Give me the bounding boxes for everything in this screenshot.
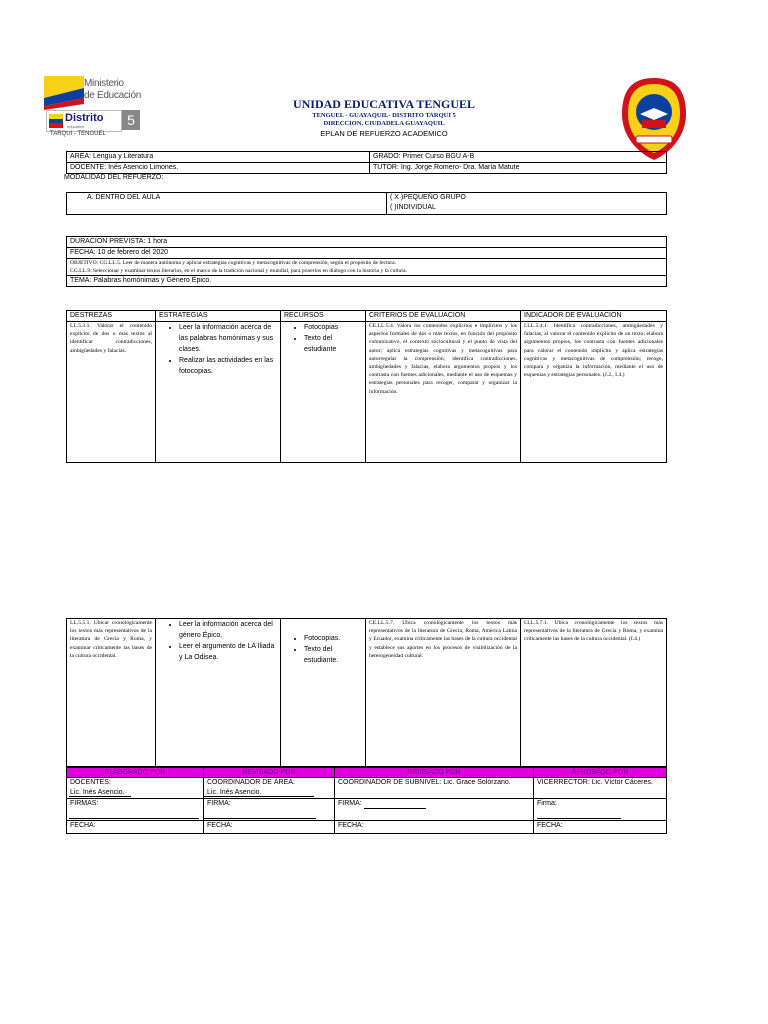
recursos-cell: [281, 619, 366, 767]
firma-label: Firma:: [537, 800, 557, 807]
header-line3: DIRECCION. CIUDADELA GUAYAQUIL: [323, 120, 445, 127]
recurso-item: • Fotocopias.: [304, 633, 362, 644]
distrito-logo: [46, 110, 146, 138]
signature-line: [364, 801, 426, 809]
fecha-cell: [335, 821, 534, 834]
aula-right: [387, 193, 667, 215]
signatures-table: [66, 767, 667, 834]
aula-table: [66, 192, 667, 215]
estrategia-item: • Leer el argumento de LA Iliada y La Odisea.: [179, 641, 277, 663]
firma-cell: [534, 799, 667, 821]
firma-label: FIRMA:: [207, 800, 231, 807]
firma-area-underline: [204, 818, 316, 819]
school-shield-icon: [618, 74, 690, 162]
role-label: COORDINADOR DE SUBNIVEL: Lic. Grace Solórzano.: [338, 779, 511, 786]
header-line2: TENGUEL - GUAYAQUIL- DISTRITO TARQUI 5: [312, 112, 456, 119]
destreza-cell: [67, 322, 156, 463]
firma-cell: [335, 799, 534, 821]
objetivo-text: OBJETIVO: CG.LL.5. Leer de manera autónoma y aplicar estrategias cognitivas y metacognitivas de comprensión, según el propósito de lectura.: [70, 260, 397, 266]
distrito-number: 5: [122, 110, 140, 130]
estrategia-item: • Leer la información acerca del género Épico.: [179, 619, 277, 641]
fecha-cell: [204, 821, 335, 834]
signature-line: [537, 811, 621, 819]
header-indicador: INDICADOR DE EVALUACIÓN: [521, 311, 667, 322]
criterio-text: CE.LL.5.4. Valora los contenidos explícitos e implícitos y los aspectos formales de dos o más textos, en función del propósito comunicativo, el contexto sociocultural y el punto de vista del autor; aplica estrategias cognitivas y metacognitivas para autorregular la comprensión, identifica contradicciones, ambigüedades y falacias, elabora argumentos propios y los contrasta con fuentes adicionales, mediante el uso de esquemas y estrategias personales para recoger, comparar y organizar la información.: [369, 323, 517, 395]
coordinador-subnivel-cell: [335, 778, 534, 799]
revisado-header-2: REVISADO POR: [335, 768, 534, 778]
distrito-label: Distrito: [65, 112, 104, 124]
fecha-label: FECHA:: [207, 822, 233, 829]
estrategia-item: • Realizar las actividades en las fotocopias.: [179, 355, 277, 377]
estrategias-cell: [156, 619, 281, 767]
firmas-underline: [69, 818, 199, 819]
duracion-cell: DURACION PREVISTA: 1 hora: [67, 237, 667, 248]
cg9-text: CG.LL.9. Seleccionar y examinar textos literarios, en el marco de la tradición nacional y mundial, para ponerlos en diálogo con la historia y la cultura.: [70, 268, 408, 275]
tutor-cell: TUTOR: Ing. Jorge Romero- Dra. María Matute: [370, 163, 667, 174]
recursos-cell: [281, 322, 366, 463]
recurso-item: • Texto del estudiante.: [304, 644, 362, 666]
indicador-text: I.LL.5.4.1. Identifica contradicciones, ambigüedades y falacias, al valorar el contenido explícito de un texto; elabora argumentos propios, los contrasta con fuentes adicionales para valorar el contenido implícito y aplica estrategias cognitivas y metacognitivas de comprensión; recoge, compara y organiza la información, mediante el uso de esquemas y estrategias personales. (J.2., I.4.): [524, 323, 663, 379]
info-table: [66, 151, 667, 174]
plan-title: EPLAN DE REFUERZO ACADEMICO: [320, 129, 448, 138]
role-name: Lic. Inés Asencio.: [70, 789, 125, 796]
pequeno-grupo: ( X )PEQUEÑO GRUPO: [390, 194, 466, 201]
distrito-sub: educativo: [67, 124, 85, 129]
role-name: Lic. Inés Asencio.: [207, 789, 262, 796]
estrategias-cell: [156, 322, 281, 463]
role-label: COORDINADOR DE ÁREA:: [207, 779, 295, 786]
grado-cell: GRADO: Primer Curso BGU A-B: [370, 152, 667, 163]
ministry-line2: de Educación: [84, 90, 142, 101]
destreza-cell: [67, 619, 156, 767]
area-underline: [204, 796, 314, 797]
tema-cell: TEMA: Palabras homónimas y Género Épico.: [67, 276, 667, 287]
fecha-label: FECHA:: [537, 822, 563, 829]
modalidad-label: MODALIDAD DEL REFUERZO:: [64, 174, 164, 181]
fecha-cell: FECHA: 10 de febrero del 2020: [67, 248, 667, 259]
role-label: VICERRECTOR: Lic. Víctor Cáceres.: [537, 779, 653, 786]
details-table: [66, 236, 667, 287]
criterio-cell: [366, 322, 521, 463]
distrito-footer: TARQUI - TENGUEL: [50, 131, 106, 137]
fecha-cell: [67, 821, 204, 834]
fecha-label: FECHA:: [70, 822, 96, 829]
vicerrector-cell: [534, 778, 667, 799]
school-title: UNIDAD EDUCATIVA TENGUEL: [292, 97, 476, 111]
individual: ( )INDIVIDUAL: [390, 204, 436, 211]
elaborado-header: ELABORADO POR: [67, 768, 204, 778]
criterio-cell: [366, 619, 521, 767]
ministry-line1: Ministerio: [84, 78, 124, 89]
objetivo-cell: [67, 259, 667, 276]
firma-label: FIRMAS:: [70, 800, 99, 807]
recurso-item: • Texto del estudiante: [304, 333, 362, 355]
distrito-box: [46, 110, 122, 132]
ministry-logo: [44, 76, 154, 112]
area-cell: AREA: Lengua y Literatura: [67, 152, 370, 163]
indicador-cell: [521, 322, 667, 463]
distrito-flag-icon: [49, 114, 63, 128]
destreza-text: LL.5.3.1. Valorar el contenido explícito de dos o más textos al identificar contradicciones, ambigüedades y falacias.: [70, 323, 152, 354]
aula-label: A. DENTRO DEL AULA: [87, 194, 161, 201]
ecuador-flag-icon: [44, 76, 84, 110]
estrategia-item: • Leer la información acerca de las palabras homónimas y sus clases.: [179, 322, 277, 355]
recurso-item: • Fotocopias: [304, 322, 362, 333]
revisado-header-1: REVISADO POR: [204, 768, 335, 778]
header-criterios: CRITERIOS DE EVALUACION: [366, 311, 521, 322]
destreza-text: LL.5.5.1. Ubicar cronológicamente los textos más representativos de la literatura de Grecia y Roma, y examinar críticamente las bases de la cultura occidental.: [70, 620, 152, 659]
criterio-text: CE.LL.5.7. Ubica cronológicamente los textos más representativos de la literatura de Grecia, Roma, América Latina y Ecuador, examina críticamente las bases de la cultura occidental y establece sus aportes en los procesos de visibilización de la heterogeneidad cultural.: [369, 620, 517, 659]
firma-label: FIRMA:: [338, 800, 362, 807]
docentes-underline: [69, 796, 131, 797]
fecha-label: FECHA:: [338, 822, 364, 829]
indicador-text: I.LL.5.7.1. Ubica cronológicamente los textos más representativos de la literatura de Grecia y Roma, y examina críticamente las bases de la cultura occidental. (I.4.): [524, 620, 663, 643]
header-estrategias: ESTRATEGIAS: [156, 311, 281, 322]
fecha-cell: [534, 821, 667, 834]
header-recursos: RECURSOS: [281, 311, 366, 322]
header-destrezas: DESTREZAS: [67, 311, 156, 322]
plan-table-2: [66, 618, 667, 767]
role-label: DOCENTES:: [70, 779, 111, 786]
docente-cell: DOCENTE: Inés Asencio Limones.: [67, 163, 370, 174]
indicador-cell: [521, 619, 667, 767]
aula-left: [67, 193, 387, 215]
plan-table-1: [66, 310, 667, 463]
aprobado-header: APROBADO POR: [534, 768, 667, 778]
